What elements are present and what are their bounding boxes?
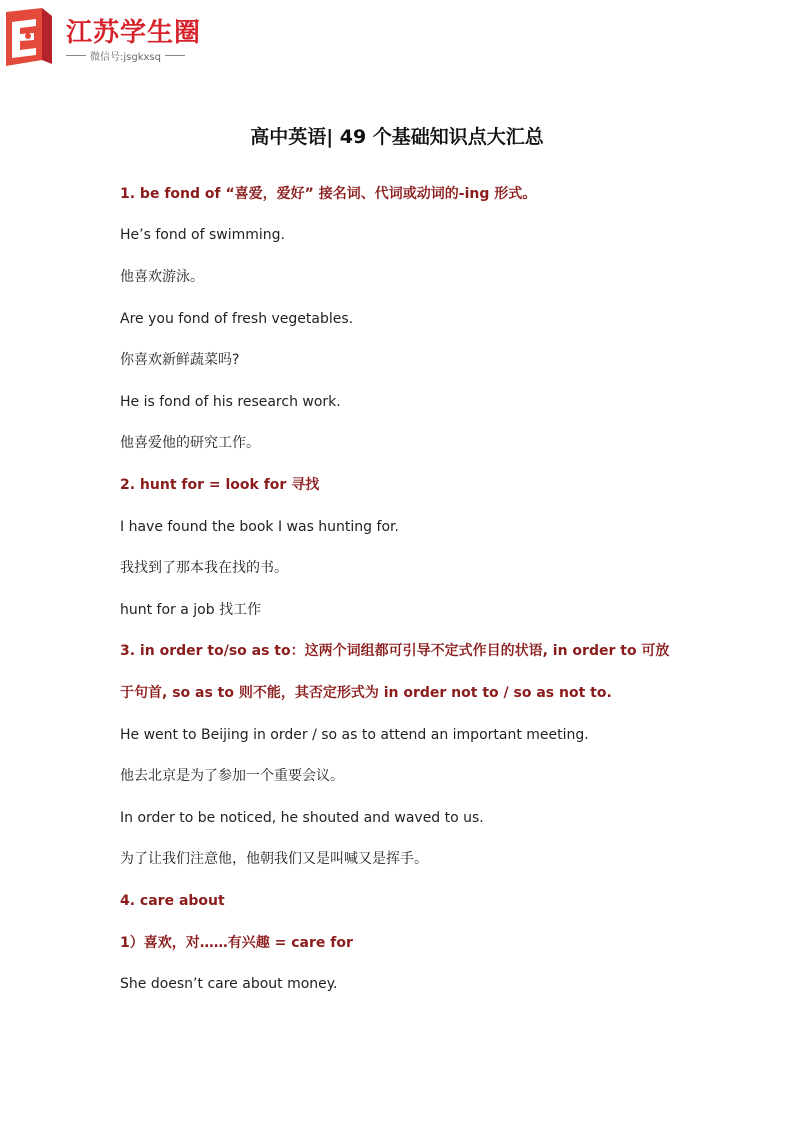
body-line: I have found the book I was hunting for. — [120, 519, 399, 535]
body-line: hunt for a job 找工作 — [120, 602, 262, 618]
body-line: She doesn’t care about money. — [120, 976, 338, 992]
section-heading: 1. be fond of “喜爱，爱好” 接名词、代词或动词的-ing 形式。 — [120, 186, 537, 202]
body-line: 他喜爱他的研究工作。 — [120, 435, 260, 451]
body-line: 他喜欢游泳。 — [120, 269, 204, 285]
body-line: 你喜欢新鲜蔬菜吗? — [120, 352, 240, 368]
document-title: 高中英语| 49 个基础知识点大汇总 — [250, 126, 544, 148]
body-line: 我找到了那本我在找的书。 — [120, 560, 288, 576]
section-heading: 1）喜欢，对……有兴趣 = care for — [120, 935, 353, 951]
brand-name: 江苏学生圈 — [66, 18, 202, 48]
divider — [66, 55, 86, 56]
brand-wechat-id: 微信号:jsgkxsq — [90, 52, 161, 63]
body-line: 为了让我们注意他，他朝我们又是叫喊又是挥手。 — [120, 851, 428, 867]
section-heading: 于句首, so as to 则不能，其否定形式为 in order not to / so as not to. — [120, 685, 612, 701]
body-line: Are you fond of fresh vegetables. — [120, 311, 354, 327]
brand-logo — [2, 6, 202, 68]
section-heading: 4. care about — [120, 893, 225, 909]
divider — [165, 55, 185, 56]
section-heading: 2. hunt for = look for 寻找 — [120, 477, 320, 493]
body-line: 他去北京是为了参加一个重要会议。 — [120, 768, 344, 784]
logo-mark-icon — [2, 6, 56, 68]
body-line: He went to Beijing in order / so as to attend an important meeting. — [120, 727, 589, 743]
body-line: In order to be noticed, he shouted and waved to us. — [120, 810, 484, 826]
section-heading: 3. in order to/so as to：这两个词组都可引导不定式作目的状语, in order to 可放 — [120, 643, 670, 659]
brand-wechat — [62, 48, 189, 63]
body-line: He’s fond of swimming. — [120, 227, 285, 243]
body-line: He is fond of his research work. — [120, 394, 341, 410]
